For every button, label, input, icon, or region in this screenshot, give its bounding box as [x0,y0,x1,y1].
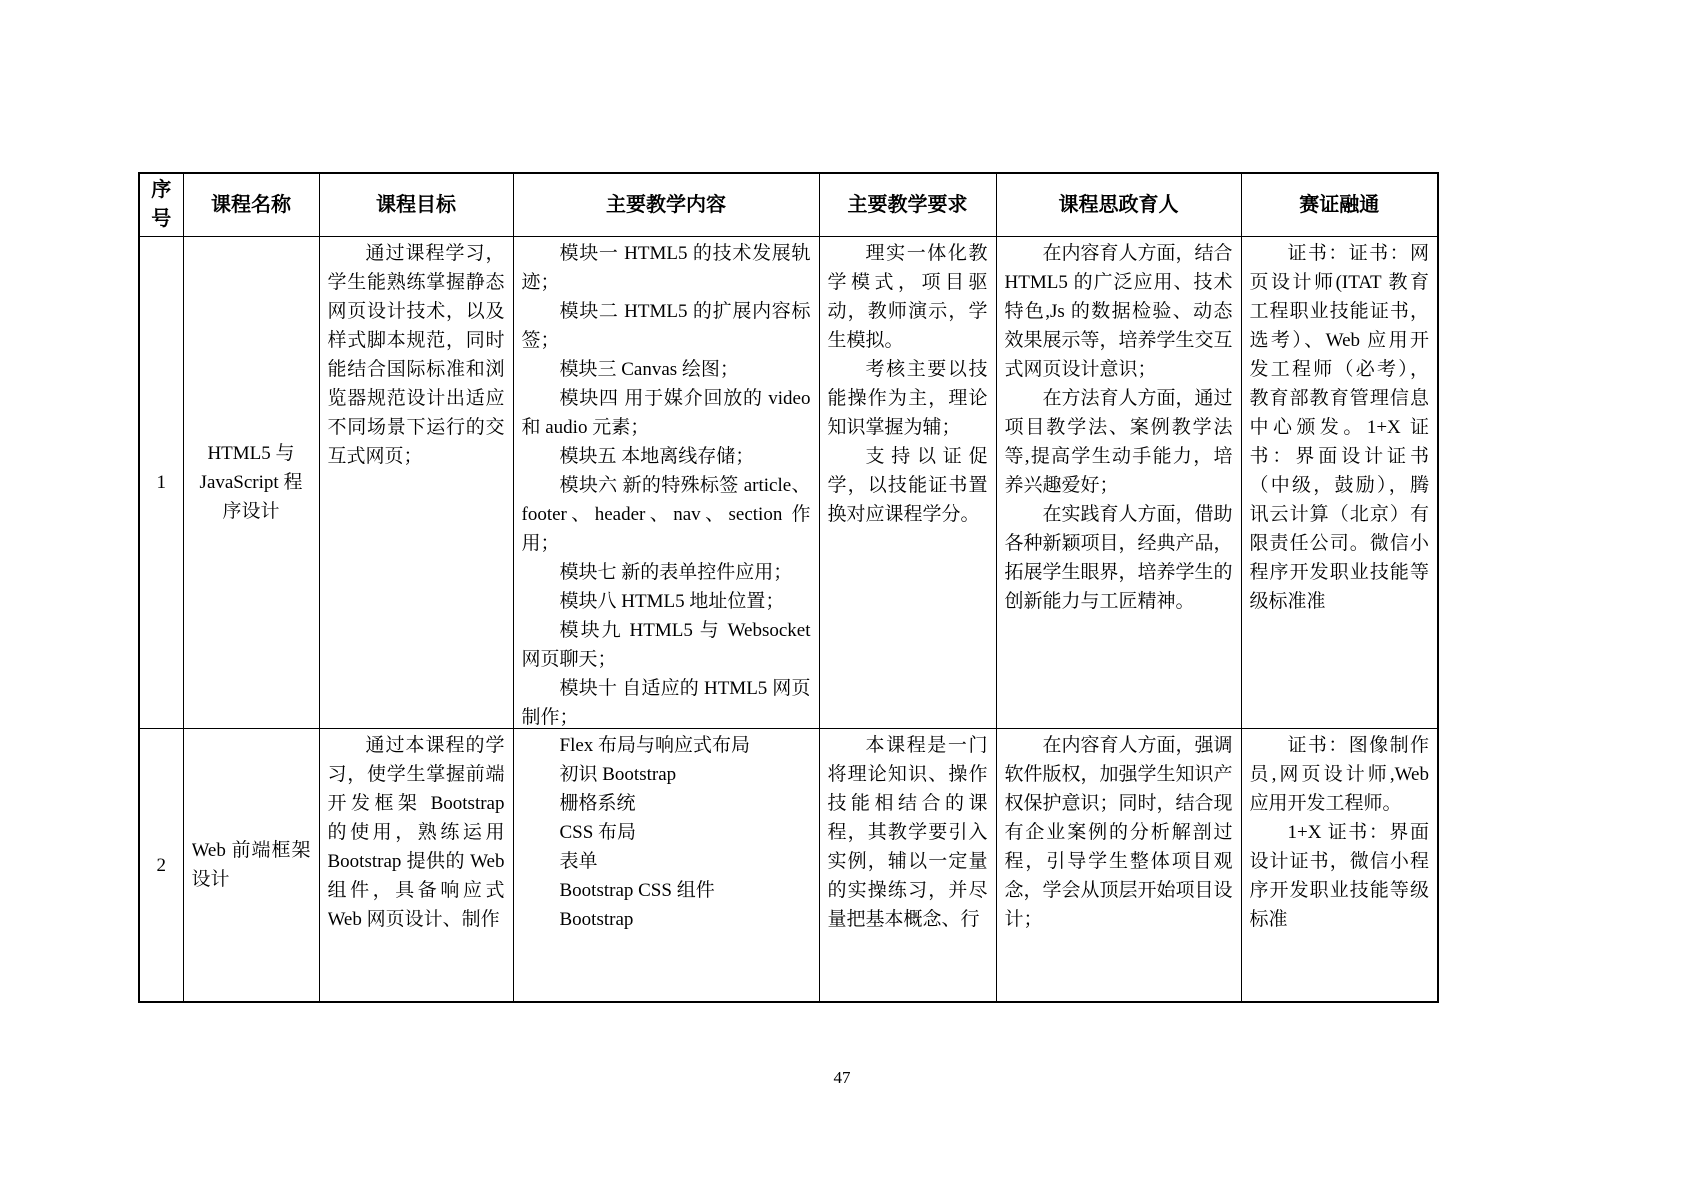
cell-certificates [1241,237,1438,729]
paragraph: 通过本课程的学习，使学生掌握前端开发框架 Bootstrap 的使用，熟练运用 Bootstrap 提供的 Web 组件，具备响应式 Web 网页设计、制作 [327,735,505,930]
cell-no [139,237,183,729]
cell-requirements [819,237,996,729]
paragraph: 模块六 新的特殊标签 article、footer、header、nav、section 作用； [521,475,811,554]
paragraph: 在实践育人方面，借助各种新颖项目，经典产品，拓展学生眼界，培养学生的创新能力与工匠精神。 [1004,504,1233,612]
paragraph: 本课程是一门将理论知识、操作技能相结合的课程，其教学要引入实例，辅以一定量的实操练习，并尽量把基本概念、行 [827,735,988,930]
cell-ideology [996,729,1241,1003]
cell-certificates [1241,729,1438,1003]
paragraph: 模块十 自适应的 HTML5 网页制作； [521,678,811,726]
row-number: 1 [156,472,166,493]
cell-course-name [183,729,319,1003]
col-header-requirements: 主要教学要求 [819,173,996,237]
paragraph: Bootstrap [559,909,634,930]
row-number: 2 [156,854,166,876]
paragraph: 在方法育人方面，通过项目教学法、案例教学法等,提高学生动手能力，培养兴趣爱好； [1004,388,1233,496]
course-table-wrap [138,172,1437,1003]
paragraph: 支持以证促学，以技能证书置换对应课程学分。 [827,446,988,525]
header-row [139,173,1438,237]
paragraph: 证书：证书：网页设计师(ITAT 教育工程职业技能证书，选考）、Web 应用开发工程师（必考），教育部教育管理信息中心颁发。1+X 证书：界面设计证书（中级，鼓励），腾讯云计算（北京）有限责任公司。微信小程序开发职业技能等级标准准 [1249,243,1429,612]
paragraph: 栅格系统 [559,793,636,814]
cell-objectives [319,729,513,1003]
certificates-text [1250,731,1430,999]
page-number: 47 [833,1068,851,1087]
table-row [139,729,1438,1003]
paragraph: 1+X 证书：界面设计证书，微信小程序开发职业技能等级标准 [1249,822,1429,930]
col-header-ideology: 课程思政育人 [996,173,1241,237]
paragraph: 考核主要以技能操作为主，理论知识掌握为辅； [827,359,988,438]
certificates-text [1250,239,1430,726]
paragraph: 模块八 HTML5 地址位置； [559,591,785,612]
cell-course-name [183,237,319,729]
paragraph: 模块三 Canvas 绘图； [559,359,739,380]
course-name: HTML5 与 JavaScript 程序设计 [199,443,303,522]
paragraph: CSS 布局 [559,822,637,843]
content-text [522,239,811,726]
col-header-name: 课程名称 [183,173,319,237]
table-row [139,237,1438,729]
col-header-no: 序号 [139,173,183,237]
paragraph: 通过课程学习，学生能熟练掌握静态网页设计技术，以及样式脚本规范，同时能结合国际标准和浏览器规范设计出适应不同场景下运行的交互式网页； [327,243,505,467]
paragraph: 在内容育人方面，结合 HTML5 的广泛应用、技术特色,Js 的数据检验、动态效果展示等，培养学生交互式网页设计意识； [1004,243,1233,380]
cell-objectives [319,237,513,729]
content-text [522,731,811,999]
cell-content [513,237,819,729]
ideology-text [1005,239,1233,726]
paragraph: 证书：图像制作员,网页设计师,Web 应用开发工程师。 [1249,735,1429,814]
paragraph: Flex 布局与响应式布局 [559,735,751,756]
ideology-text [1005,731,1233,999]
paragraph: 模块二 HTML5 的扩展内容标签； [521,301,811,351]
paragraph: 在内容育人方面，强调软件版权，加强学生知识产权保护意识；同时，结合现有企业案例的分析解剖过程，引导学生整体项目观念，学会从顶层开始项目设计； [1004,735,1233,930]
paragraph: 理实一体化教学模式，项目驱动，教师演示，学生模拟。 [827,243,988,351]
cell-requirements [819,729,996,1003]
col-header-objectives: 课程目标 [319,173,513,237]
paragraph: 表单 [559,851,598,872]
paragraph: Bootstrap CSS 组件 [559,880,715,901]
paragraph: 模块七 新的表单控件应用； [559,562,793,583]
paragraph: 模块五 本地离线存储； [559,446,755,467]
paragraph: 模块九 HTML5 与 Websocket 网页聊天； [521,620,811,670]
paragraph: 初识 Bootstrap [559,764,677,785]
col-header-content: 主要教学内容 [513,173,819,237]
course-name: Web 前端框架设计 [191,840,311,890]
paragraph: 模块四 用于媒介回放的 video 和 audio 元素； [521,388,811,438]
cell-ideology [996,237,1241,729]
objectives-text [328,239,505,726]
objectives-text [328,731,505,999]
requirements-text [828,731,988,999]
course-table [138,172,1439,1003]
paragraph: 模块一 HTML5 的技术发展轨迹； [521,243,811,293]
cell-no [139,729,183,1003]
requirements-text [828,239,988,726]
col-header-certificates: 赛证融通 [1241,173,1438,237]
cell-content [513,729,819,1003]
